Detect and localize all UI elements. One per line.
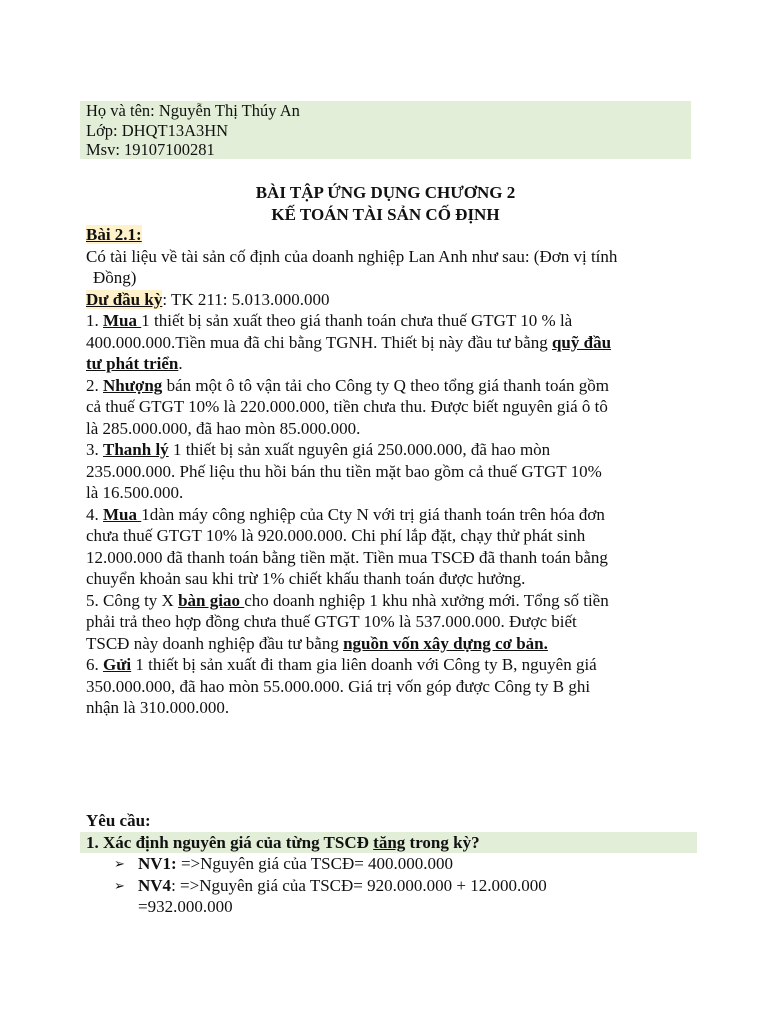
item-2-num: 2. <box>86 375 103 395</box>
arrow-bullet-icon: ➢ <box>114 856 125 871</box>
item-4-line-2: chưa thuế GTGT 10% là 920.000.000. Chi phí lắp đặt, chạy thử phát sinh <box>86 526 586 545</box>
item-3-line-2: 235.000.000. Phế liệu thu hồi bán thu tiền mặt bao gồm cả thuế GTGT 10% <box>86 461 602 481</box>
answer-nv1 <box>86 853 696 875</box>
intro-line-1: Có tài liệu về tài sản cố định của doanh nghiệp Lan Anh như sau: (Đơn vị tính <box>86 246 618 266</box>
item-5 <box>86 590 696 612</box>
item-1-line-3 <box>86 353 696 375</box>
nv1-text: =>Nguyên giá của TSCĐ= 400.000.000 <box>176 854 454 873</box>
item-4-line-1: 1dàn máy công nghiệp của Cty N với trị giá thanh toán trên hóa đơn <box>141 504 605 524</box>
item-2 <box>86 375 696 397</box>
item-5-line-3 <box>86 633 696 655</box>
requirements-heading: Yêu cầu: <box>86 811 151 830</box>
item-5-line-3-text: TSCĐ này doanh nghiệp đầu tư bằng <box>86 633 344 653</box>
item-3-line-1: 1 thiết bị sản xuất nguyên giá 250.000.000, đã hao mòn <box>168 440 551 459</box>
item-2-line-3: là 285.000.000, đã hao mòn 85.000.000. <box>86 418 361 438</box>
item-4 <box>86 504 696 526</box>
item-5-line-2: phải trả theo hợp đồng chưa thuế GTGT 10% là 537.000.000. Được biết <box>86 612 577 631</box>
item-4-line-3: 12.000.000 đã thanh toán bằng tiền mặt. Tiền mua TSCĐ đã thanh toán bằng <box>86 547 608 567</box>
item-1-keyword: Mua <box>103 311 142 330</box>
requirements-section <box>86 810 696 918</box>
item-6-num: 6. <box>86 655 103 674</box>
item-4-keyword: Mua <box>103 504 142 524</box>
question-1-keyword: tăng <box>373 832 406 852</box>
item-5-num: 5. Công ty X <box>86 590 179 610</box>
exercise-label: Bài 2.1: <box>86 225 142 244</box>
item-4-line-4: chuyển khoản sau khi trừ 1% chiết khấu thanh toán được hưởng. <box>86 569 526 588</box>
item-2-line-1: bán một ô tô vận tải cho Công ty Q theo tổng giá thanh toán gồm <box>162 375 609 395</box>
nv4-label: NV4 <box>138 875 172 895</box>
item-2-line-2: cả thuế GTGT 10% là 220.000.000, tiền chưa thu. Được biết nguyên giá ô tô <box>86 397 608 416</box>
question-1-end: trong kỳ? <box>405 832 480 852</box>
item-3-keyword: Thanh lý <box>103 440 169 459</box>
item-1-line-1: 1 thiết bị sản xuất theo giá thanh toán chưa thuế GTGT 10 % là <box>141 311 573 330</box>
title-line-1: BÀI TẬP ỨNG DỤNG CHƯƠNG 2 <box>255 183 516 202</box>
answer-nv4 <box>86 875 696 897</box>
student-name: Họ và tên: Nguyễn Thị Thúy An <box>86 101 300 120</box>
item-5-line-1: cho doanh nghiệp 1 khu nhà xưởng mới. Tổng số tiền <box>244 590 609 610</box>
student-class: Lớp: DHQT13A3HN <box>86 120 229 140</box>
item-1-fund-a: quỹ đầu <box>551 332 612 352</box>
intro-line-2: Đồng) <box>93 268 137 287</box>
item-6-line-2: 350.000.000, đã hao mòn 55.000.000. Giá trị vốn góp được Công ty B ghi <box>86 676 591 696</box>
opening-label: Dư đầu kỳ <box>86 289 163 309</box>
nv4-continuation: =932.000.000 <box>138 897 233 916</box>
item-1-line-2-text: 400.000.000.Tiền mua đã chi bằng TGNH. Thiết bị này đầu tư bằng <box>86 332 552 352</box>
item-3-line-3: là 16.500.000. <box>86 483 184 502</box>
item-1-line-2 <box>86 332 696 354</box>
nv1-label: NV1: <box>138 854 177 873</box>
student-id: Msv: 19107100281 <box>86 140 215 159</box>
item-4-num: 4. <box>86 504 103 524</box>
item-5-keyword: bàn giao <box>178 590 245 610</box>
opening-value: : TK 211: 5.013.000.000 <box>162 289 330 309</box>
item-6-line-1: 1 thiết bị sản xuất đi tham gia liên doanh với Công ty B, nguyên giá <box>131 655 597 674</box>
arrow-bullet-icon: ➢ <box>114 877 125 893</box>
student-info-block <box>80 101 691 159</box>
item-6-line-3: nhận là 310.000.000. <box>86 698 230 717</box>
item-1-period: . <box>178 354 183 373</box>
exercise-body <box>86 224 696 719</box>
item-5-capital-source: nguồn vốn xây dựng cơ bản. <box>343 633 548 653</box>
item-1-fund-b: tư phát triển <box>86 354 179 373</box>
item-6-keyword: Gửi <box>103 655 132 674</box>
nv4-text: : =>Nguyên giá của TSCĐ= 920.000.000 + 12.000.000 <box>171 875 547 895</box>
question-1 <box>80 832 697 854</box>
title-line-2: KẾ TOÁN TÀI SẢN CỐ ĐỊNH <box>271 205 500 224</box>
item-2-keyword: Nhượng <box>103 375 163 395</box>
item-1 <box>86 310 696 332</box>
question-1-text: 1. Xác định nguyên giá của từng TSCĐ <box>86 832 374 852</box>
item-6 <box>86 654 696 676</box>
item-3-num: 3. <box>86 440 103 459</box>
item-1-num: 1. <box>86 311 103 330</box>
item-3 <box>86 439 696 461</box>
opening-balance <box>86 289 696 311</box>
